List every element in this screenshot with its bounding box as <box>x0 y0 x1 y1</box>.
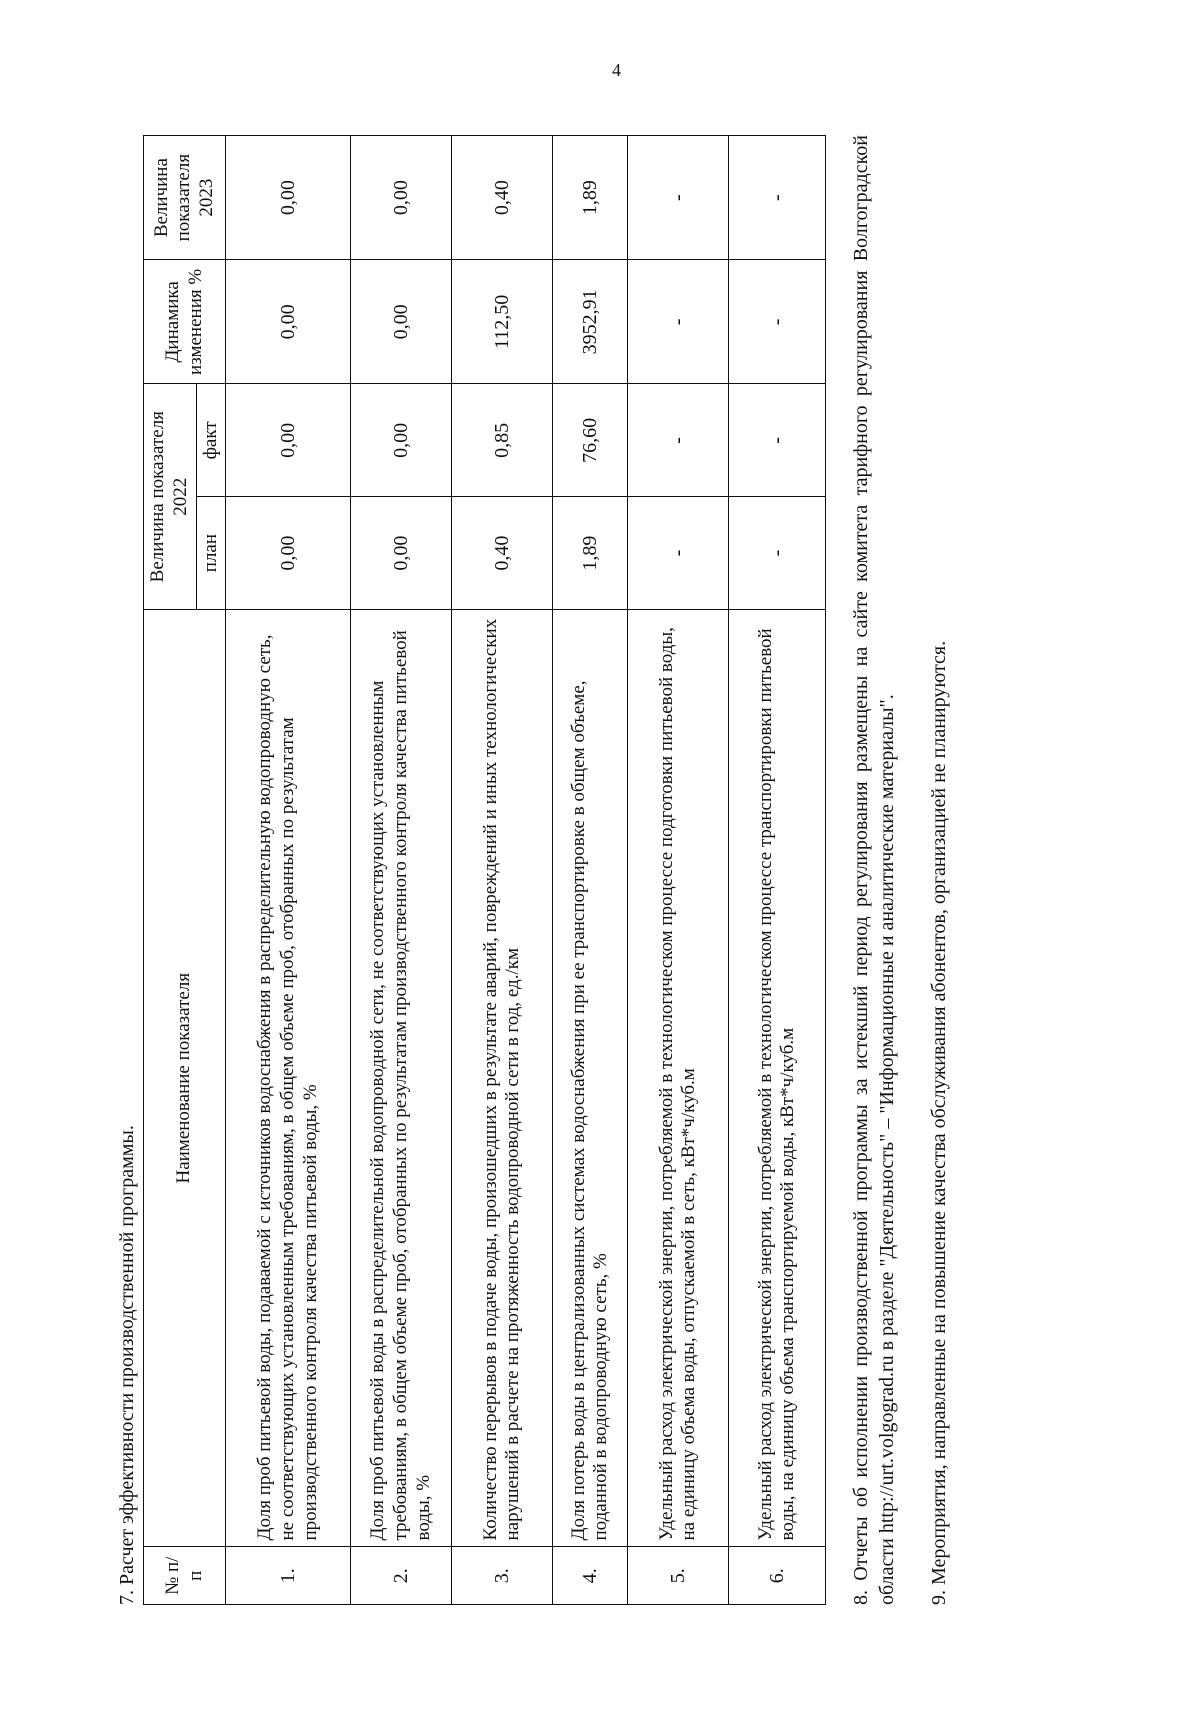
row-num: 5. <box>628 1547 729 1605</box>
page-number: 4 <box>612 60 621 80</box>
row-fact: - <box>628 384 729 497</box>
row-value-2023: 0,40 <box>452 136 553 260</box>
row-fact: 0,00 <box>226 384 351 497</box>
row-dynamics: 0,00 <box>226 260 351 384</box>
row-dynamics: 112,50 <box>452 260 553 384</box>
table-row <box>226 136 351 1605</box>
table-row <box>553 136 628 1605</box>
row-value-2023: 0,00 <box>351 136 452 260</box>
row-plan: 0,40 <box>452 497 553 610</box>
section-8-paragraph: 8. Отчеты об исполнении производственной программы за истекший период регулирования размещены на сайте комитета тарифного регулирования Волгоградской области http://urt.volgograd.ru в разделе "Деятельность" – "Информационные и аналитические материалы". <box>850 135 899 1605</box>
row-name: Удельный расход электрической энергии, потребляемой в технологическом процессе транспортировки питьевой воды, на единицу объема транспортируемой воды, кВт*ч/куб.м <box>729 609 826 1547</box>
row-fact: 0,00 <box>351 384 452 497</box>
row-value-2023: - <box>729 136 826 260</box>
section-9-paragraph: 9. Мероприятия, направленные на повышение качества обслуживания абонентов, организацией не планируются. <box>928 640 951 1605</box>
header-dynamics: Динамика изменения % <box>144 260 226 384</box>
row-dynamics: - <box>729 260 826 384</box>
row-plan: - <box>729 497 826 610</box>
header-name: Наименование показателя <box>144 609 226 1547</box>
rotated-content <box>115 135 985 1605</box>
table-row <box>628 136 729 1605</box>
section-7-title: 7. Расчет эффективности производственной программы. <box>116 1125 138 1605</box>
row-dynamics: 0,00 <box>351 260 452 384</box>
row-name: Количество перерывов в подаче воды, произошедших в результате аварий, повреждений и иных технологических нарушений в расчете на протяженность водопроводной сети в год, ед./км <box>452 609 553 1547</box>
row-fact: 76,60 <box>553 384 628 497</box>
row-plan: 0,00 <box>351 497 452 610</box>
table-row <box>729 136 826 1605</box>
row-plan: 0,00 <box>226 497 351 610</box>
header-value-2023: Величина показателя 2023 <box>144 136 226 260</box>
row-value-2023: 0,00 <box>226 136 351 260</box>
row-plan: 1,89 <box>553 497 628 610</box>
row-dynamics: 3952,91 <box>553 260 628 384</box>
row-name: Доля проб питьевой воды в распределительной водопроводной сети, не соответствующих установленным требованиям, в общем объеме проб, отобранных по результатам производственного контроля качества питьевой воды, % <box>351 609 452 1547</box>
row-fact: 0,85 <box>452 384 553 497</box>
row-value-2023: 1,89 <box>553 136 628 260</box>
row-num: 4. <box>553 1547 628 1605</box>
row-fact: - <box>729 384 826 497</box>
row-value-2023: - <box>628 136 729 260</box>
table-row <box>351 136 452 1605</box>
row-num: 3. <box>452 1547 553 1605</box>
efficiency-table <box>143 135 826 1605</box>
header-fact: факт <box>196 384 226 497</box>
header-num: № п/п <box>144 1547 226 1605</box>
row-name: Удельный расход электрической энергии, потребляемой в технологическом процессе подготовки питьевой воды, на единицу объема воды, отпускаемой в сеть, кВт*ч/куб.м <box>628 609 729 1547</box>
table-row <box>452 136 553 1605</box>
row-plan: - <box>628 497 729 610</box>
row-num: 1. <box>226 1547 351 1605</box>
row-name: Доля проб питьевой воды, подаваемой с источников водоснабжения в распределительную водопроводную сеть, не соответствующих установленным требованиям, в общем объеме проб, отобранных по результатам производственного контроля качества питьевой воды, % <box>226 609 351 1547</box>
row-dynamics: - <box>628 260 729 384</box>
row-name: Доля потерь воды в централизованных системах водоснабжения при ее транспортировке в общем объеме, поданной в водопроводную сеть, % <box>553 609 628 1547</box>
header-plan: план <box>196 497 226 610</box>
row-num: 6. <box>729 1547 826 1605</box>
header-value-2022: Величина показателя 2022 <box>144 384 197 609</box>
row-num: 2. <box>351 1547 452 1605</box>
